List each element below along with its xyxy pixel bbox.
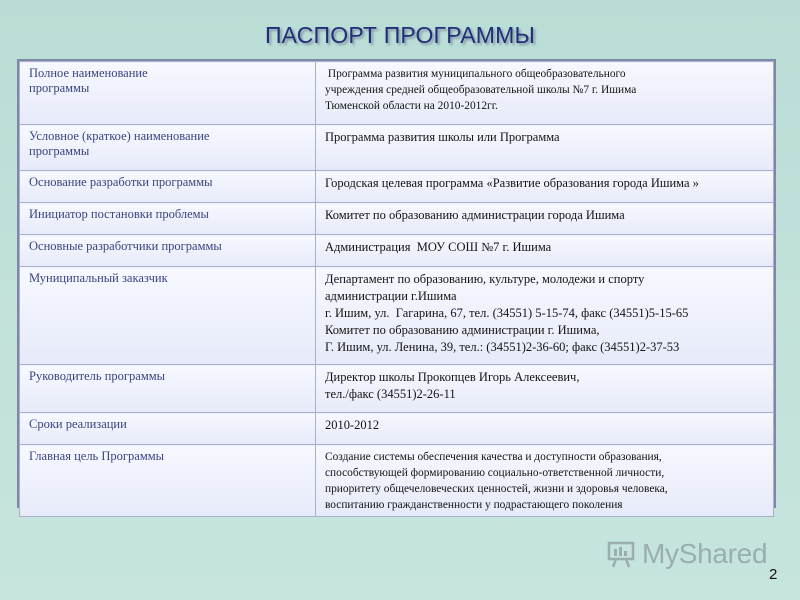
row-label [20,125,316,171]
label-line: Сроки реализации [29,417,127,431]
row-value [316,267,774,365]
label-line: Главная цель Программы [29,449,165,463]
table-row [20,445,774,517]
page-number: 2 [769,566,778,583]
value-line: администрации г.Ишима [325,289,457,303]
row-value [316,62,774,125]
label-line: программы [29,81,90,95]
table-row [20,125,774,171]
row-value [316,203,774,235]
row-value [316,445,774,517]
value-line: Городская целевая программа «Развитие образования города Ишима » [325,176,699,190]
passport-table [17,59,776,511]
row-label [20,365,316,413]
row-label [20,171,316,203]
label-line: Основные разработчики программы [29,239,222,253]
label-line: Руководитель программы [29,369,166,383]
value-line: учреждения средней общеобразовательной школы №7 г. Ишима [325,84,637,96]
row-label [20,235,316,267]
table-row [20,365,774,413]
value-line: Программа развития муниципального общеобразовательного [325,68,626,80]
value-line: 2010-2012 [325,418,380,432]
label-line: Инициатор постановки проблемы [29,207,209,221]
row-value [316,413,774,445]
value-line: воспитанию гражданственности у подрастающего поколения [325,499,623,511]
table-row [20,171,774,203]
label-line: Условное (краткое) наименование [29,129,210,143]
value-line: Г. Ишим, ул. Ленина, 39, тел.: (34551)2-36-60; факс (34551)2-37-53 [325,340,680,354]
row-value [316,171,774,203]
value-line: Администрация МОУ СОШ №7 г. Ишима [325,240,552,254]
table-row [20,62,774,125]
row-label [20,445,316,517]
value-line: приоритету общечеловеческих ценностей, жизни и здоровья человека, [325,483,668,495]
value-line: Тюменской области на 2010-2012гг. [325,100,498,112]
label-line: Основание разработки программы [29,175,213,189]
label-line: Муниципальный заказчик [29,271,168,285]
value-line: Комитет по образованию администрации г. Ишима, [325,323,600,337]
row-label [20,203,316,235]
value-line: тел./факс (34551)2-26-11 [325,387,456,401]
row-label [20,62,316,125]
row-label [20,413,316,445]
table-row [20,235,774,267]
value-line: Создание системы обеспечения качества и доступности образования, [325,451,662,463]
table-row [20,267,774,365]
value-line: Программа развития школы или Программа [325,130,560,144]
row-value [316,365,774,413]
page-title: ПАСПОРТ ПРОГРАММЫ [264,22,536,48]
label-line: Полное наименование [29,66,148,80]
value-line: способствующей формированию социально-ответственной личности, [325,467,665,479]
value-line: г. Ишим, ул. Гагарина, 67, тел. (34551) 5-15-74, факс (34551)5-15-65 [325,306,689,320]
row-value [316,235,774,267]
myshared-logo[interactable] [606,536,767,572]
presentation-board-icon [606,539,636,569]
table-row [20,203,774,235]
row-label [20,267,316,365]
logo-text: MyShared [642,538,768,569]
row-value [316,125,774,171]
table-row [20,413,774,445]
value-line: Комитет по образованию администрации города Ишима [325,208,625,222]
value-line: Департамент по образованию, культуре, молодежи и спорту [325,272,645,286]
label-line: программы [29,144,90,158]
value-line: Директор школы Прокопцев Игорь Алексеевич, [325,370,580,384]
